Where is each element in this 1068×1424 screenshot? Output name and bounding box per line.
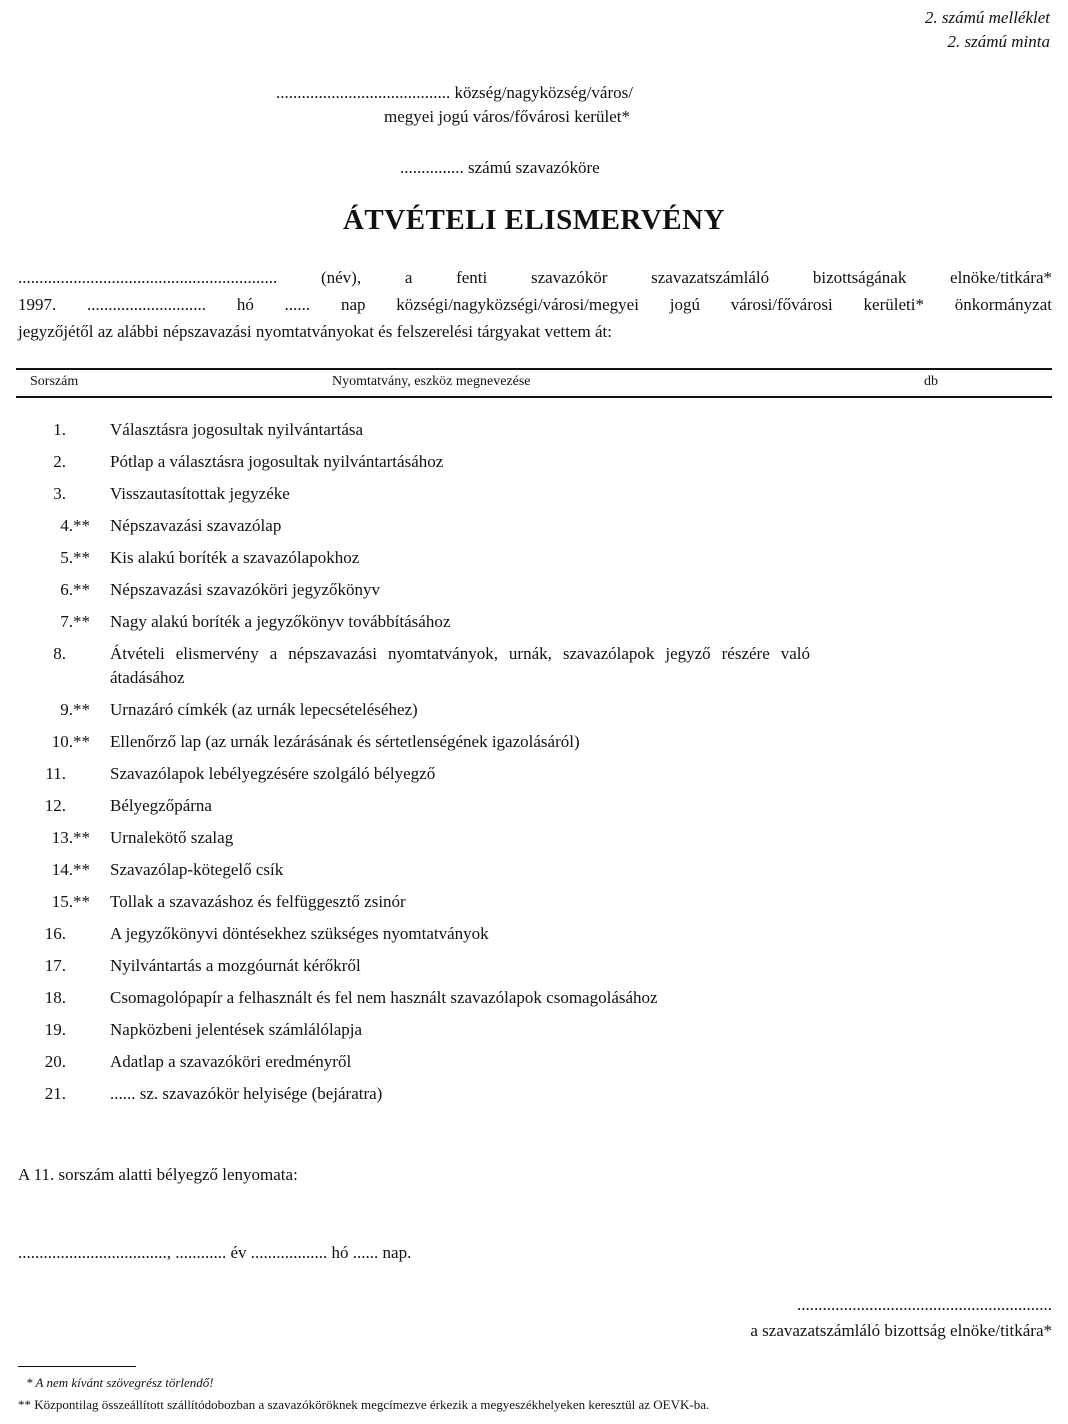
annex-number: 2. számú melléklet <box>924 8 1050 27</box>
item-name: Szavazólapok lebélyegzésére szolgáló bélyegző <box>110 764 436 783</box>
list-item <box>0 954 1068 978</box>
list-item <box>0 546 1068 570</box>
footnote-2: ** Központilag összeállított szállítódobozban a szavazóköröknek megcímezve érkezik a megyeszékhelyeken keresztül az OEVK-ba. <box>18 1397 710 1412</box>
item-number: 16. <box>44 924 66 943</box>
item-name: Ellenőrző lap (az urnák lezárásának és sértetlenségének igazolásáról) <box>110 732 580 751</box>
item-name: Adatlap a szavazóköri eredményről <box>110 1052 352 1071</box>
item-number: 4.** <box>60 516 90 535</box>
item-name: Átvételi elismervény a népszavazási nyomtatványok, urnák, szavazólapok jegyző részére való átadásához <box>110 644 810 687</box>
footnote-1: * A nem kívánt szövegrész törlendő! <box>26 1375 214 1390</box>
document-title: ÁTVÉTELI ELISMERVÉNY <box>342 204 726 236</box>
intro-line-2: 1997. ............................ hó ...... nap községi/nagyközségi/városi/megyei jogú városi/fővárosi kerületi* önkormányzat <box>18 295 1052 314</box>
stamp-label: A 11. sorszám alatti bélyegző lenyomata: <box>18 1165 298 1184</box>
list-item <box>0 610 1068 634</box>
item-number: 10.** <box>51 732 90 751</box>
item-number: 5.** <box>60 548 90 567</box>
item-name: Népszavazási szavazóköri jegyzőkönyv <box>110 580 380 599</box>
item-name: Választásra jogosultak nyilvántartása <box>110 420 364 439</box>
item-name: A jegyzőkönyvi döntésekhez szükséges nyomtatványok <box>110 924 489 943</box>
item-number: 18. <box>44 988 66 1007</box>
item-number: 20. <box>44 1052 66 1071</box>
item-number: 21. <box>44 1084 66 1103</box>
item-name: Nyilvántartás a mozgóurnát kérőkről <box>110 956 361 975</box>
list-item <box>0 514 1068 538</box>
footnote-divider <box>18 1366 136 1367</box>
list-item <box>0 826 1068 850</box>
item-name: Urnazáró címkék (az urnák lepecsételéséhez) <box>110 700 418 719</box>
item-list <box>0 418 1068 1114</box>
item-number: 17. <box>44 956 66 975</box>
list-item <box>0 698 1068 722</box>
date-line: ..................................., ............ év .................. hó ...... nap. <box>18 1243 412 1262</box>
list-item <box>0 418 1068 442</box>
item-name: Tollak a szavazáshoz és felfüggesztő zsinór <box>110 892 406 911</box>
item-number: 6.** <box>60 580 90 599</box>
item-name: Bélyegzőpárna <box>110 796 212 815</box>
list-item <box>0 922 1068 946</box>
list-item <box>0 794 1068 818</box>
list-item <box>0 762 1068 786</box>
item-number: 2. <box>53 452 66 471</box>
locality-line-2: megyei jogú város/fővárosi kerület* <box>384 107 630 126</box>
list-item <box>0 858 1068 882</box>
sample-number: 2. számú minta <box>947 32 1050 51</box>
item-name: Kis alakú boríték a szavazólapokhoz <box>110 548 360 567</box>
item-number: 3. <box>53 484 66 503</box>
column-header-name: Nyomtatvány, eszköz megnevezése <box>332 374 531 389</box>
item-number: 7.** <box>60 612 90 631</box>
item-name: Szavazólap-kötegelő csík <box>110 860 284 879</box>
item-number: 1. <box>53 420 66 439</box>
item-name: ...... sz. szavazókör helyisége (bejáratra) <box>110 1084 383 1103</box>
column-header-number: Sorszám <box>30 374 79 389</box>
locality-line: ......................................... község/nagyközség/város/ <box>276 83 633 102</box>
intro-line-3: jegyzőjétől az alábbi népszavazási nyomtatványokat és felszerelési tárgyakat vettem át: <box>18 322 612 341</box>
item-number: 11. <box>45 764 66 783</box>
item-number: 19. <box>44 1020 66 1039</box>
signature-line: ............................................................ <box>797 1295 1052 1314</box>
list-item <box>0 450 1068 474</box>
list-item <box>0 578 1068 602</box>
column-header-quantity: db <box>924 374 938 389</box>
item-number: 9.** <box>60 700 90 719</box>
list-item <box>0 482 1068 506</box>
list-item <box>0 1050 1068 1074</box>
list-item <box>0 890 1068 914</box>
item-number: 15.** <box>51 892 90 911</box>
item-name: Népszavazási szavazólap <box>110 516 282 535</box>
item-number: 8. <box>53 644 66 663</box>
item-number: 13.** <box>51 828 90 847</box>
item-name: Pótlap a választásra jogosultak nyilvántartásához <box>110 452 444 471</box>
signature-label: a szavazatszámláló bizottság elnöke/titkára* <box>750 1321 1052 1340</box>
polling-district-line: ............... számú szavazóköre <box>400 158 600 177</box>
item-number: 12. <box>44 796 66 815</box>
item-name: Napközbeni jelentések számlálólapja <box>110 1020 363 1039</box>
item-name: Visszautasítottak jegyzéke <box>110 484 290 503</box>
item-name: Urnalekötő szalag <box>110 828 234 847</box>
table-header <box>16 368 1052 398</box>
list-item <box>0 642 1068 690</box>
item-name: Nagy alakú boríték a jegyzőkönyv továbbításához <box>110 612 451 631</box>
intro-line-1: ............................................................. (név), a fenti szavazókör szavazatszámláló bizottságának elnöke/titkára* <box>18 268 1052 287</box>
intro-paragraph <box>18 264 1052 345</box>
annex-label <box>925 6 1050 54</box>
list-item <box>0 1018 1068 1042</box>
list-item <box>0 986 1068 1010</box>
item-number: 14.** <box>51 860 90 879</box>
item-name: Csomagolópapír a felhasznált és fel nem használt szavazólapok csomagolásához <box>110 988 658 1007</box>
list-item <box>0 1082 1068 1106</box>
list-item <box>0 730 1068 754</box>
